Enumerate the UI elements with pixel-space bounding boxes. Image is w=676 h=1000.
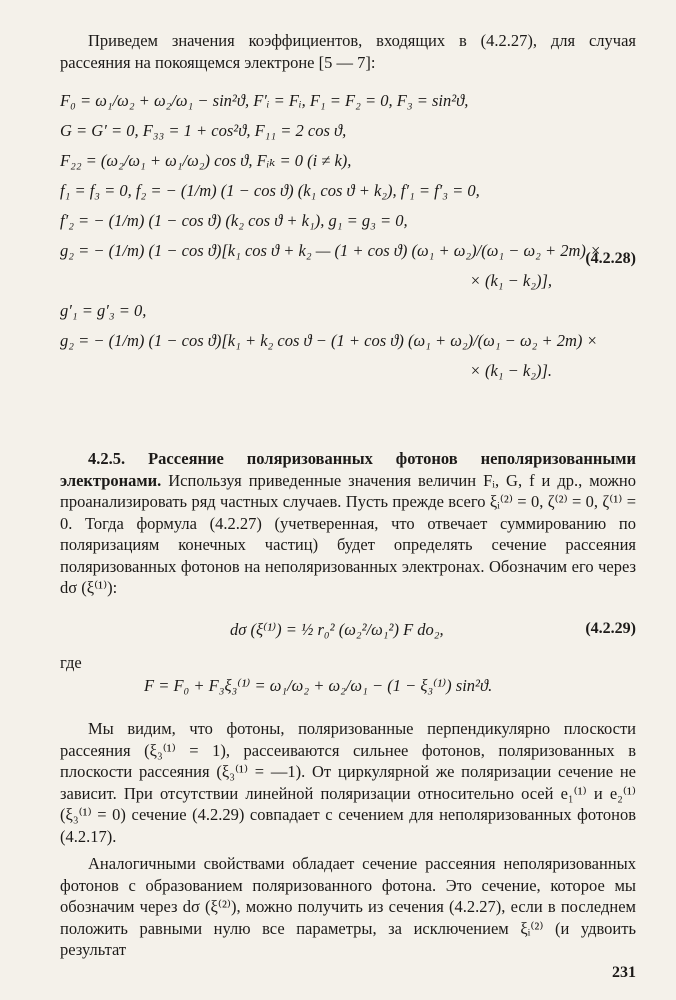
equation-line: × (k₁ − k₂)], — [469, 271, 552, 290]
equation-line: G = G′ = 0, F₃₃ = 1 + cos²ϑ, F₁₁ = 2 cos ϑ, — [60, 121, 347, 140]
equation-line: f′₂ = − (1/m) (1 − cos ϑ) (k₂ cos ϑ + k₁), g₁ = g₃ = 0, — [60, 211, 408, 230]
paragraph-photons — [60, 718, 636, 847]
equation-number: (4.2.28) — [585, 250, 636, 267]
paragraph-text: Аналогичными свойствами обладает сечение рассеяния неполяризованных фотонов с образованием поляризованного фотона. Это сечение, которое мы обозначим через dσ (ξ⁽²⁾), можно получить из сечения (4.2.27), если в последнем положить равными нулю все параметры, за исключением ξᵢ⁽²⁾ (и удвоить результат — [60, 854, 636, 959]
equation-line: F₀ = ω₁/ω₂ + ω₂/ω₁ − sin²ϑ, F′ᵢ = Fᵢ, F₁ = F₂ = 0, F₃ = sin²ϑ, — [60, 91, 469, 110]
equation-F — [60, 676, 636, 702]
intro-paragraph — [60, 30, 636, 73]
equation-line: f₁ = f₃ = 0, f₂ = − (1/m) (1 − cos ϑ) (k₁ cos ϑ + k₂), f′₁ = f′₃ = 0, — [60, 181, 480, 200]
page-number: 231 — [612, 964, 636, 981]
equation-line: g′₁ = g′₃ = 0, — [60, 301, 147, 320]
section-paragraph — [60, 448, 636, 599]
intro-text: Приведем значения коэффициентов, входящих в (4.2.27), для случая рассеяния на покоящемся электроне [5 — 7]: — [60, 31, 636, 72]
section-4-2-5 — [60, 448, 636, 599]
where-label — [60, 652, 636, 674]
equation-line: g₂ = − (1/m) (1 − cos ϑ)[k₁ cos ϑ + k₂ — (1 + cos ϑ) (ω₁ + ω₂)/(ω₁ − ω₂ + 2m) × — [60, 241, 602, 260]
equation-number: (4.2.29) — [585, 620, 636, 637]
section-heading: 4.2.5. Рассеяние поляризованных фотонов неполяризованными электронами. — [60, 449, 636, 490]
equation-4-2-29 — [60, 620, 636, 646]
paragraph-text: Мы видим, что фотоны, поляризованные перпендикулярно плоскости рассеяния (ξ₃⁽¹⁾ = 1), рассеиваются сильнее фотонов, поляризованных в плоскости рассеяния (ξ₃⁽¹⁾ = —1). От циркулярной же поляризации сечение не зависит. При отсутствии линейной поляризации относительно осей e₁⁽¹⁾ и e₂⁽¹⁾ (ξ₃⁽¹⁾ = 0) сечение (4.2.29) совпадает с сечением для неполяризованных фотонов (4.2.17). — [60, 719, 636, 846]
equation-expression: dσ (ξ⁽¹⁾) = ½ r₀² (ω₂²/ω₁²) F do₂, — [230, 620, 444, 639]
equation-block-4-2-28 — [60, 86, 636, 386]
equation-expression: F = F₀ + F₃ξ₃⁽¹⁾ = ω₁/ω₂ + ω₂/ω₁ − (1 − ξ₃⁽¹⁾) sin²ϑ. — [144, 676, 493, 695]
where-text: где — [60, 653, 82, 672]
paragraph-analogous — [60, 853, 636, 961]
section-text: Используя приведенные значения величин Fᵢ, G, f и др., можно проанализировать ряд частных случаев. Пусть прежде всего ξᵢ⁽²⁾ = 0, ζ⁽²⁾ = 0, ζ⁽¹⁾ = 0. Тогда формула (4.2.27) (учетверенная, что отвечает суммированию по поляризациям конечных частиц) будет определять сечение рассеяния поляризованных фотонов на неполяризованных электронах. Обозначим его через dσ (ξ⁽¹⁾): — [60, 470, 636, 597]
equation-line: g₂ = − (1/m) (1 − cos ϑ)[k₁ + k₂ cos ϑ − (1 + cos ϑ) (ω₁ + ω₂)/(ω₁ − ω₂ + 2m) × — [60, 331, 598, 350]
equation-line: × (k₁ − k₂)]. — [469, 361, 552, 380]
equation-line: F₂₂ = (ω₂/ω₁ + ω₁/ω₂) cos ϑ, Fᵢₖ = 0 (i ≠ k), — [60, 151, 352, 170]
